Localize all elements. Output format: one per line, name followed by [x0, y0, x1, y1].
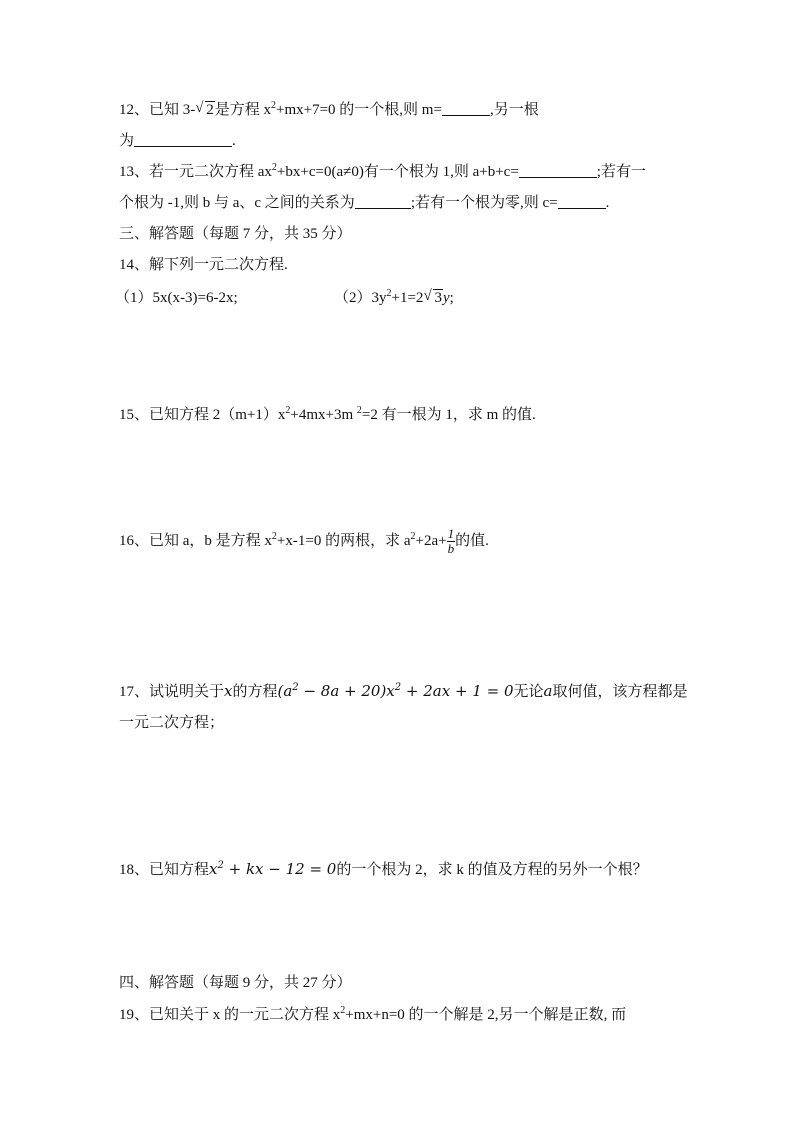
question-18: 18、已知方程$x^2$ + kx − 12 = 0的一个根为 2，求 k 的值及方程的另外一个根？ [119, 860, 648, 878]
section-3-heading: 三、解答题（每题 7 分，共 35 分） [119, 226, 352, 242]
question-12-line-1: 12、已知 3- √ 2是方程 $x^2+mx+7=0$ 的一个根,则 m= ,另一根 [119, 100, 539, 118]
equation-18: $x^2$ + kx − 12 = 0 [209, 860, 337, 878]
question-17-line-1: 17、试说明关于x的方程$(a^2 - 8a + 20)x^2 + 2ax + 1 = 0$无论a取何值，该方程都是 [119, 682, 688, 700]
section-4-heading: 四、解答题（每题 9 分，共 27 分） [119, 975, 352, 991]
answer-blank-abc[interactable] [519, 163, 597, 178]
question-14-sub-2: $(2)3y^2+1=2$ √ 3y; [334, 288, 454, 306]
question-13-line-2: 个根为 -1,则 b 与 a、c 之间的关系为 ;若有一个根为零,则 c= . [119, 195, 610, 211]
question-16: 16、已知 a，b 是方程 $x^2+x-1=0$ 的两根，求 $a^2+2a+$ $\frac{1}{b}$ 的值. [119, 526, 489, 556]
question-19-line-1: 19、已知关于 x 的一元二次方程 $x^2+mx+n=0$ 的一个解是 2,另一个解是正数, 而 [119, 1005, 627, 1023]
sqrt-symbol: √ 3 [423, 288, 442, 306]
answer-blank-relation[interactable] [355, 194, 411, 209]
equation-17: $(a^2 - 8a + 20)x^2 + 2ax + 1 = 0$ [277, 682, 514, 700]
question-14-sub-1: （1）5x(x-3)=6-2x; [115, 290, 238, 306]
q12-text: ,另一根 [489, 102, 539, 118]
answer-blank-m[interactable] [442, 101, 490, 116]
q12-text: 12、已知 3- [119, 102, 196, 118]
q13-text: ;若有一 [596, 164, 646, 180]
answer-blank-other-root[interactable] [134, 132, 232, 147]
q13-text: ;若有一个根为零,则 c= [410, 195, 558, 211]
question-13-line-1: 13、若一元二次方程 $ax^2+bx+c=0(a\ne 0)$有一个根为 1,则 a+b+c= ;若有一 [119, 162, 646, 180]
answer-blank-c[interactable] [558, 194, 606, 209]
question-12-line-2: 为 . [119, 133, 236, 149]
q13-text: 个根为 -1,则 b 与 a、c 之间的关系为 [119, 195, 355, 211]
q12-text: +mx+7=0 的一个根,则 m= [276, 102, 442, 118]
q13-text: +bx+c=0(a≠0)有一个根为 1,则 a+b+c= [276, 164, 519, 180]
question-15: 15、已知方程 $2(m+1)x^2+4mx+3m$ $^2$=2 有一根为 1，求 m 的值. [119, 405, 536, 423]
fraction-1-over-b: $\frac{1}{b}$ [447, 526, 455, 556]
q12-text: 是方程 x [214, 102, 272, 118]
q13-text: 13、若一元二次方程 ax [119, 164, 272, 180]
sqrt-symbol: √ 2 [195, 100, 214, 118]
q12-text: 为 [119, 133, 135, 149]
question-17-line-2: 一元二次方程； [119, 715, 225, 731]
question-14-title: 14、解下列一元二次方程. [119, 257, 288, 273]
